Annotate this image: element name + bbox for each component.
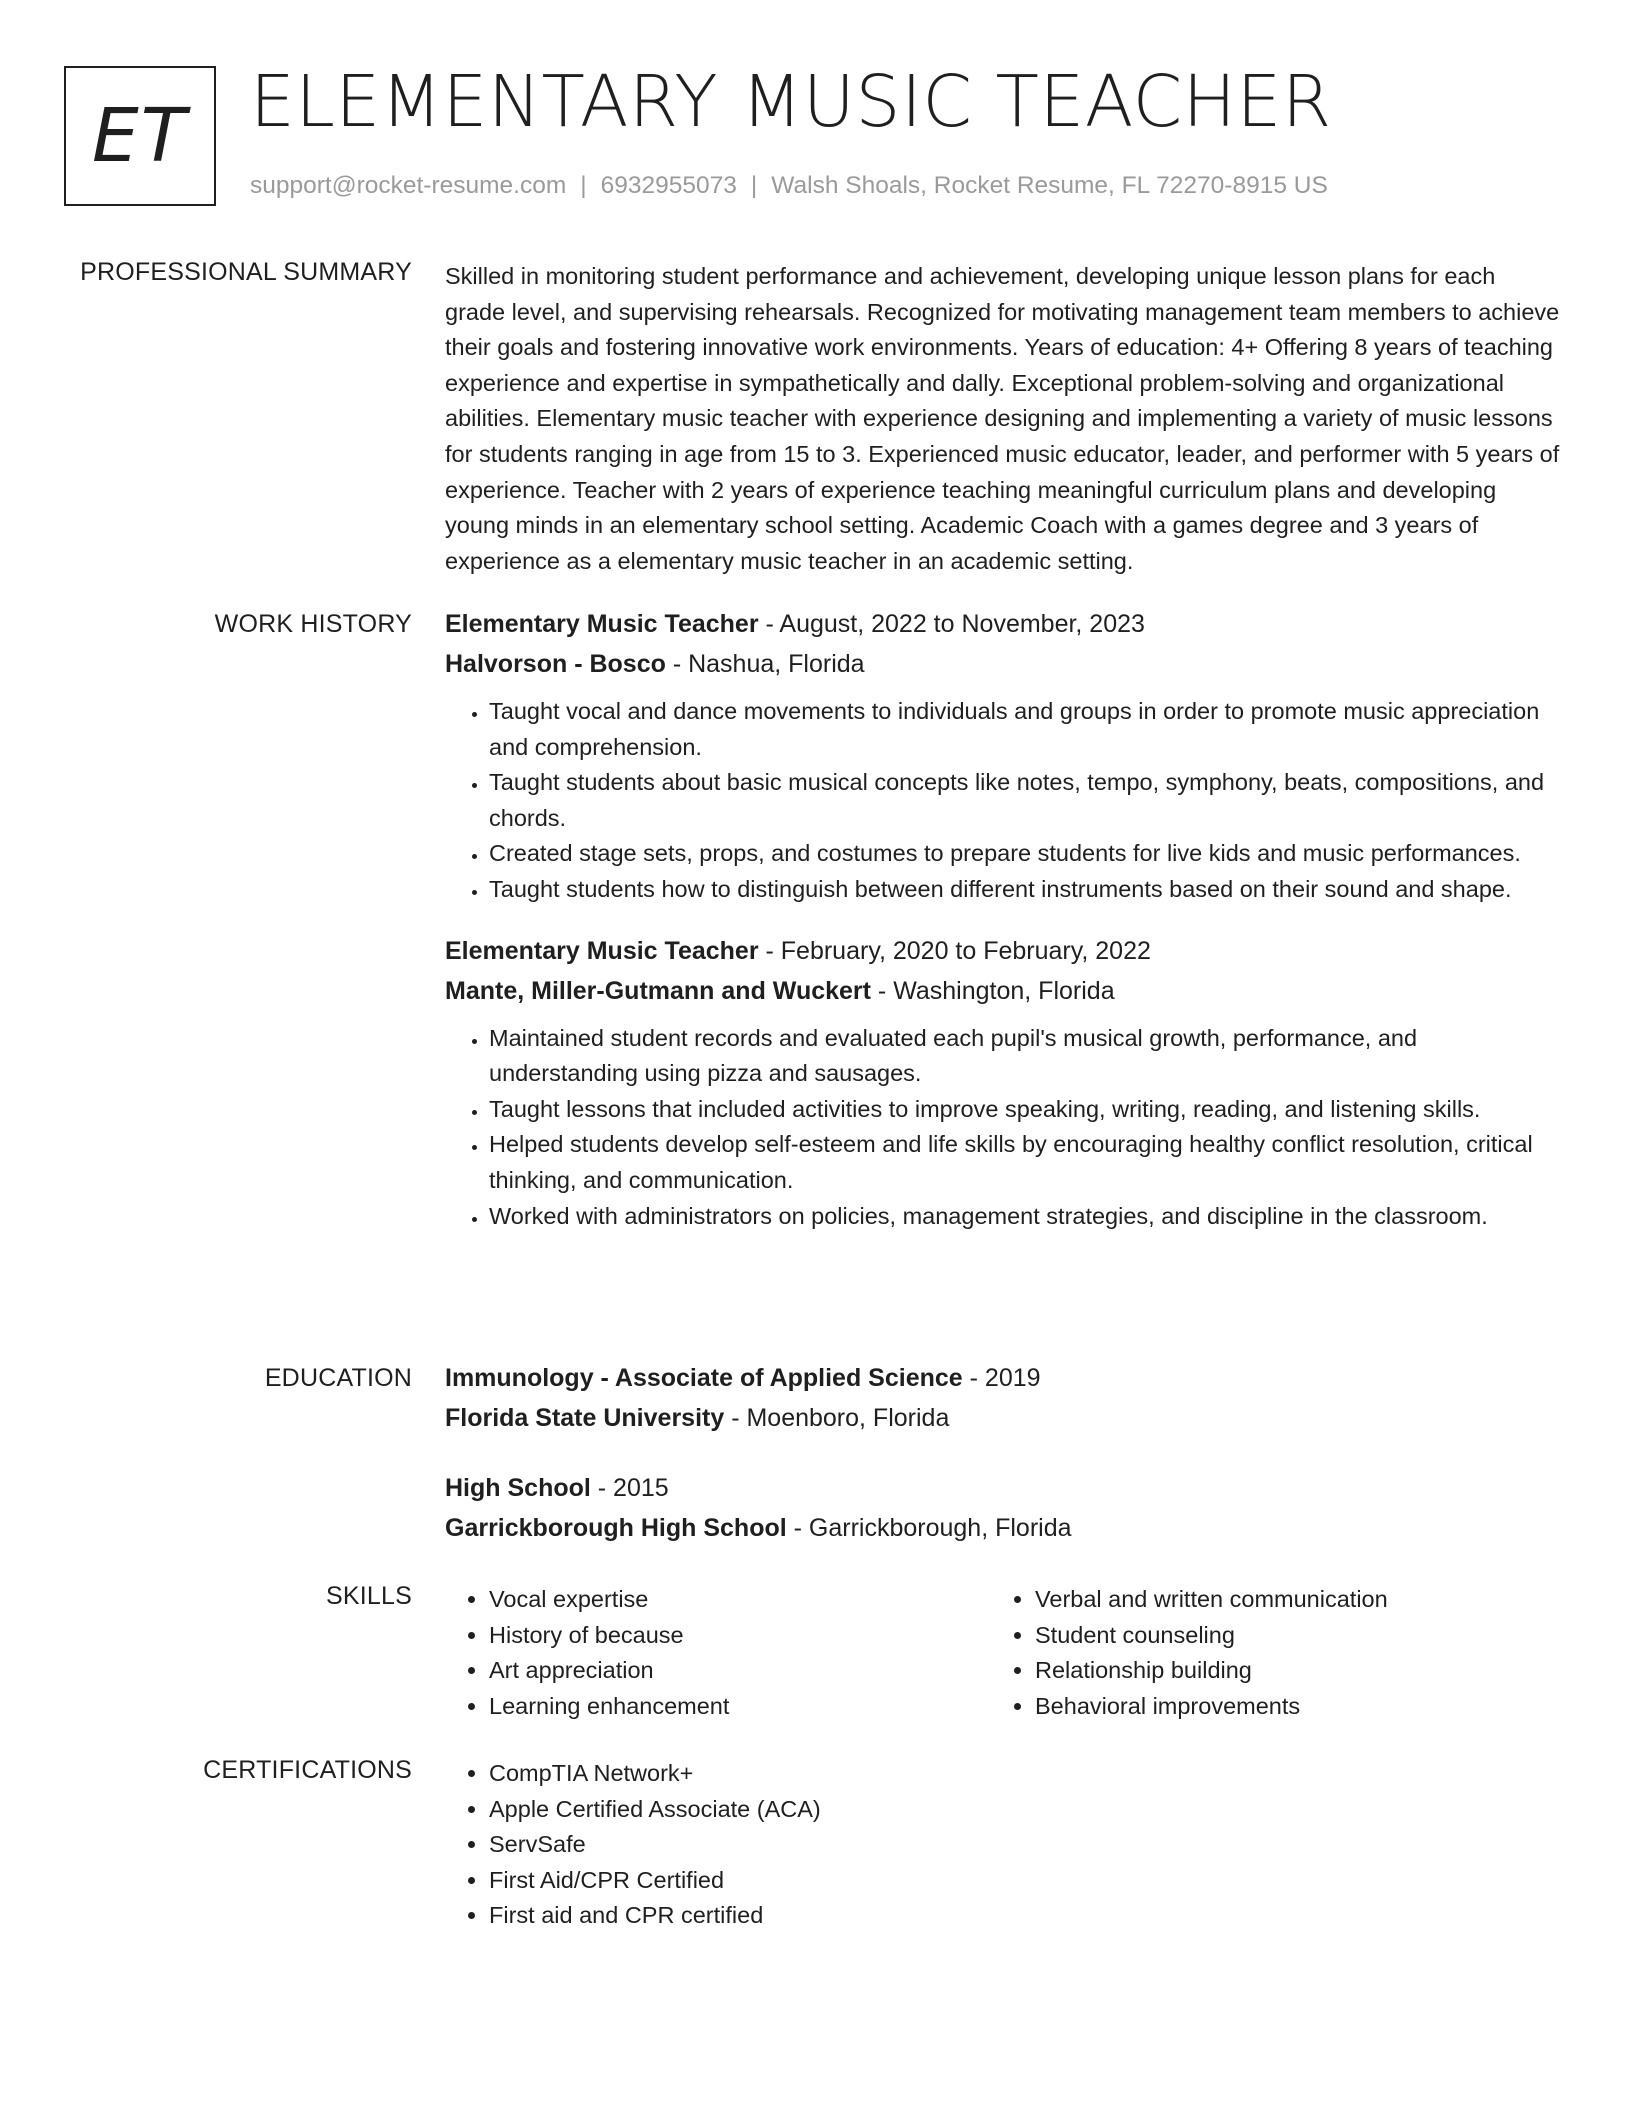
monogram-box — [64, 66, 216, 206]
skill-item: • Vocal expertise — [489, 1582, 991, 1618]
contact-line — [250, 172, 1328, 200]
job-bullet: • Taught vocal and dance movements to individuals and groups in order to promote music appreciation and comprehension. — [489, 694, 1560, 765]
job-dates: - August, 2022 to November, 2023 — [758, 610, 1145, 638]
monogram-initials: ET — [92, 93, 188, 179]
contact-address: Walsh Shoals, Rocket Resume, FL 72270-8915 US — [771, 172, 1328, 199]
job-company: Mante, Miller-Gutmann and Wuckert — [445, 976, 871, 1005]
education-year: - 2019 — [962, 1364, 1041, 1392]
education-entry — [445, 1468, 1560, 1548]
summary-text: Skilled in monitoring student performance and achievement, developing unique lesson plans for each grade level, and supervising rehearsals. Recognized for motivating management team members to achieve their goals and fostering innovative work environments. Years of education: 4+ Offering 8 years of teaching experience and expertise in sympathetically and dally. Exceptional problem-solving and organizational abilities. Elementary music teacher with experience designing and implementing a variety of music lessons for students ranging in age from 15 to 3. Experienced music educator, leader, and performer with 5 years of experience. Teacher with 2 years of experience teaching meaningful curriculum plans and developing young minds in an elementary school setting. Academic Coach with a games degree and 3 years of experience as a elementary music teacher in an academic setting. — [445, 263, 1560, 574]
job-entry — [445, 931, 1560, 1235]
skill-item: • History of because — [489, 1618, 991, 1654]
skill-item: • Student counseling — [1035, 1618, 1537, 1654]
education-location: - Moenboro, Florida — [724, 1404, 950, 1432]
job-title-line — [445, 604, 1560, 644]
certifications-body — [445, 1756, 1560, 1934]
job-bullets — [445, 1021, 1560, 1235]
job-bullet: • Taught students about basic musical concepts like notes, tempo, symphony, beats, compositions, and chords. — [489, 765, 1560, 836]
education-heading: EDUCATION — [264, 1364, 412, 1392]
skill-item: • Relationship building — [1035, 1653, 1537, 1689]
skills-columns — [445, 1582, 1560, 1724]
job-company-line — [445, 971, 1560, 1011]
skills-list-right — [991, 1582, 1537, 1724]
job-dates: - February, 2020 to February, 2022 — [758, 936, 1151, 965]
education-school-line — [445, 1398, 1560, 1438]
job-location: - Nashua, Florida — [665, 650, 865, 678]
certification-item: • CompTIA Network+ — [489, 1756, 1560, 1792]
skill-item: • Verbal and written communication — [1035, 1582, 1537, 1618]
education-school: Florida State University — [445, 1404, 725, 1432]
job-bullet: • Worked with administrators on policies, management strategies, and discipline in the classroom. — [489, 1199, 1560, 1235]
certification-item: • First aid and CPR certified — [489, 1898, 1560, 1934]
education-degree: High School — [445, 1474, 591, 1502]
work-history-heading: WORK HISTORY — [214, 610, 412, 638]
certifications-heading: CERTIFICATIONS — [203, 1756, 412, 1784]
skill-item: • Behavioral improvements — [1035, 1689, 1537, 1725]
job-bullets — [445, 694, 1560, 908]
education-degree: Immunology - Associate of Applied Science — [445, 1364, 963, 1392]
job-title: Elementary Music Teacher — [445, 936, 759, 965]
skill-item: • Learning enhancement — [489, 1689, 991, 1725]
contact-phone: 6932955073 — [600, 172, 737, 199]
contact-separator: | — [750, 172, 758, 199]
education-degree-line — [445, 1468, 1560, 1508]
education-entry — [445, 1358, 1560, 1438]
education-school: Garrickborough High School — [445, 1514, 787, 1542]
education-school-line — [445, 1508, 1560, 1548]
certification-item: • ServSafe — [489, 1827, 1560, 1863]
skill-item: • Art appreciation — [489, 1653, 991, 1689]
certification-item: • First Aid/CPR Certified — [489, 1863, 1560, 1899]
contact-separator: | — [580, 172, 587, 199]
education-year: - 2015 — [590, 1474, 669, 1502]
job-company: Halvorson - Bosco — [445, 650, 666, 678]
work-history-body — [445, 604, 1560, 1234]
job-location: - Washington, Florida — [870, 976, 1115, 1005]
education-location: - Garrickborough, Florida — [786, 1514, 1072, 1542]
summary-heading: PROFESSIONAL SUMMARY — [80, 258, 412, 286]
job-company-line — [445, 644, 1560, 684]
skills-heading: SKILLS — [326, 1582, 412, 1610]
resume-title: ELEMENTARY MUSIC TEACHER — [250, 60, 1332, 143]
job-bullet: • Taught students how to distinguish between different instruments based on their sound and shape. — [489, 872, 1560, 908]
job-bullet: • Helped students develop self-esteem and life skills by encouraging healthy conflict resolution, critical thinking, and communication. — [489, 1127, 1560, 1198]
education-body — [445, 1358, 1560, 1548]
education-degree-line — [445, 1358, 1560, 1398]
job-title: Elementary Music Teacher — [445, 610, 759, 638]
job-bullet: • Maintained student records and evaluated each pupil's musical growth, performance, and understanding using pizza and sausages. — [489, 1021, 1560, 1092]
skills-list-left — [445, 1582, 991, 1724]
summary-body — [445, 259, 1560, 579]
job-bullet: • Taught lessons that included activities to improve speaking, writing, reading, and listening skills. — [489, 1092, 1560, 1128]
skills-body — [445, 1582, 1560, 1724]
certification-item: • Apple Certified Associate (ACA) — [489, 1792, 1560, 1828]
job-title-line — [445, 931, 1560, 971]
job-entry — [445, 604, 1560, 908]
certifications-list — [445, 1756, 1560, 1934]
contact-email: support@rocket-resume.com — [250, 172, 567, 199]
job-bullet: • Created stage sets, props, and costumes to prepare students for live kids and music performances. — [489, 836, 1560, 872]
